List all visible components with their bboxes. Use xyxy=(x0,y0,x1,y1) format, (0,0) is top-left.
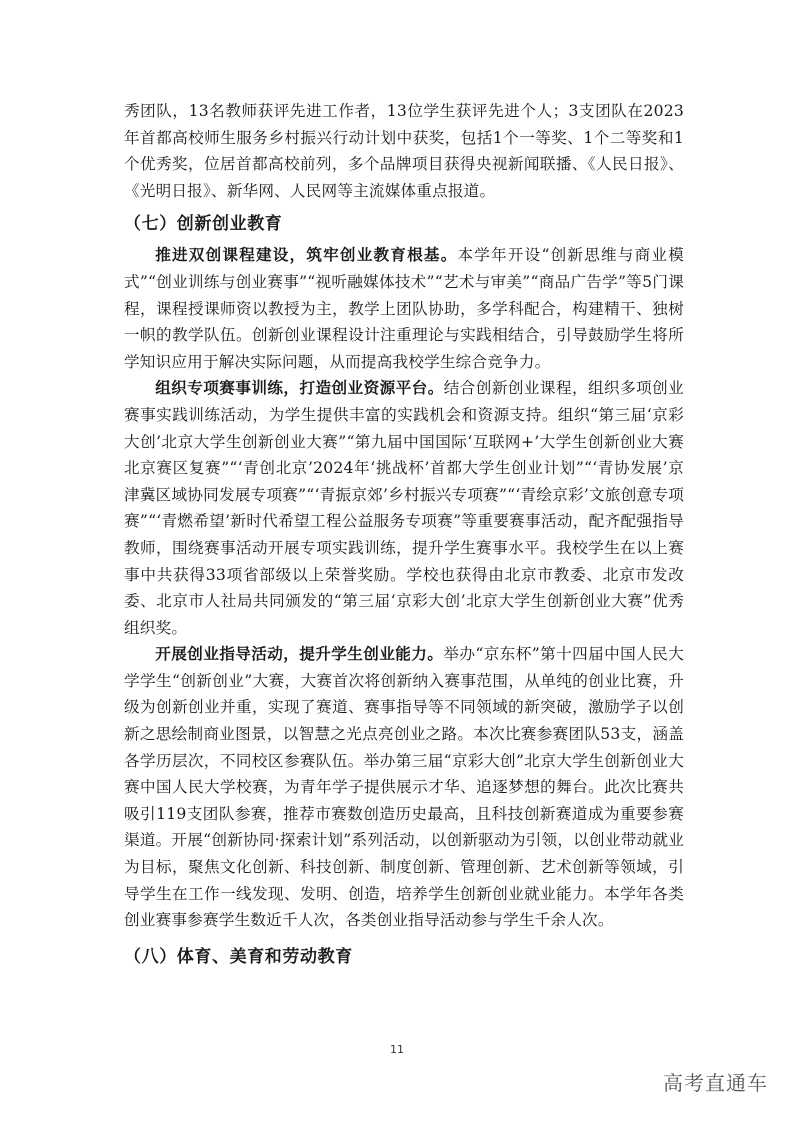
continuation-paragraph: 秀团队，13名教师获评先进工作者，13位学生获评先进个人；3支团队在2023年首都高校师生服务乡村振兴行动计划中获奖，包括1个一等奖、1个二等奖和1个优秀奖，位居首都高校前列，多个品牌项目获得央视新闻联播、《人民日报》、《光明日报》、新华网、人民网等主流媒体重点报道。 xyxy=(124,102,684,200)
paragraph-2-lead: 组织专项赛事训练，打造创业资源平台。 xyxy=(155,378,444,398)
paragraph-1-body: 本学年开设“创新思维与商业模式”“创业训练与创业赛事”“视听融媒体技术”“艺术与审美”“商品广告学”等5门课程，课程授课师资以教授为主，教学上团队协助，多学科配合，构建精干、独树一帜的教学队伍。创新创业课程设计注重理论与实践相结合，引导鼓励学生将所学知识应用于解决实际问题，从而提高我校学生综合竞争力。 xyxy=(124,246,684,371)
page-number: 11 xyxy=(390,1043,404,1056)
paragraph-1-lead: 推进双创课程建设，筑牢创业教育根基。 xyxy=(155,245,458,265)
page-content xyxy=(124,98,684,972)
section-7-heading: （七）创新创业教育 xyxy=(124,214,283,235)
section-7-paragraph-2 xyxy=(124,375,684,641)
watermark: 高考直通车 xyxy=(663,1071,768,1095)
section-8-heading: （八）体育、美育和劳动教育 xyxy=(124,946,353,967)
paragraph-2-body: 结合创新创业课程，组织多项创业赛事实践训练活动，为学生提供丰富的实践机会和资源支持。组织“第三届‘京彩大创’北京大学生创新创业大赛”“第九届中国国际‘互联网+’大学生创新创业大赛北京赛区复赛”“‘青创北京’2024年‘挑战杯’首都大学生创业计划”“‘青协发展’京津冀区域协同发展专项赛”“‘青振京郊’乡村振兴专项赛”“‘青绘京彩’文旅创意专项赛”“‘青燃希望’新时代希望工程公益服务专项赛”等重要赛事活动，配齐配强指导教师，围绕赛事活动开展专项实践训练，提升学生赛事水平。我校学生在以上赛事中共获得33项省部级以上荣誉奖励。学校也获得由北京市教委、北京市发改委、北京市人社局共同颁发的“第三届‘京彩大创’北京大学生创新创业大赛”优秀组织奖。 xyxy=(124,379,684,637)
section-7-paragraph-3 xyxy=(124,641,684,934)
paragraph-3-lead: 开展创业指导活动，提升学生创业能力。 xyxy=(155,644,444,664)
section-7-paragraph-1 xyxy=(124,242,684,375)
paragraph-3-body: 举办“京东杯”第十四届中国人民大学学生“创新创业”大赛，大赛首次将创新纳入赛事范围，从单纯的创业比赛，升级为创新创业并重，实现了赛道、赛事指导等不同领域的新突破，激励学子以创新之思绘制商业图景，以智慧之光点亮创业之路。本次比赛参赛团队53支，涵盖各学历层次，不同校区参赛队伍。举办第三届“京彩大创”北京大学生创新创业大赛中国人民大学校赛，为青年学子提供展示才华、追逐梦想的舞台。此次比赛共吸引119支团队参赛，推荐市赛数创造历史最高，且科技创新赛道成为重要参赛渠道。开展“创新协同·探索计划”系列活动，以创新驱动为引领，以创业带动就业为目标，聚焦文化创新、科技创新、制度创新、管理创新、艺术创新等领域，引导学生在工作一线发现、发明、创造，培养学生创新创业就业能力。本学年各类创业赛事参赛学生数近千人次，各类创业指导活动参与学生千余人次。 xyxy=(124,645,684,930)
